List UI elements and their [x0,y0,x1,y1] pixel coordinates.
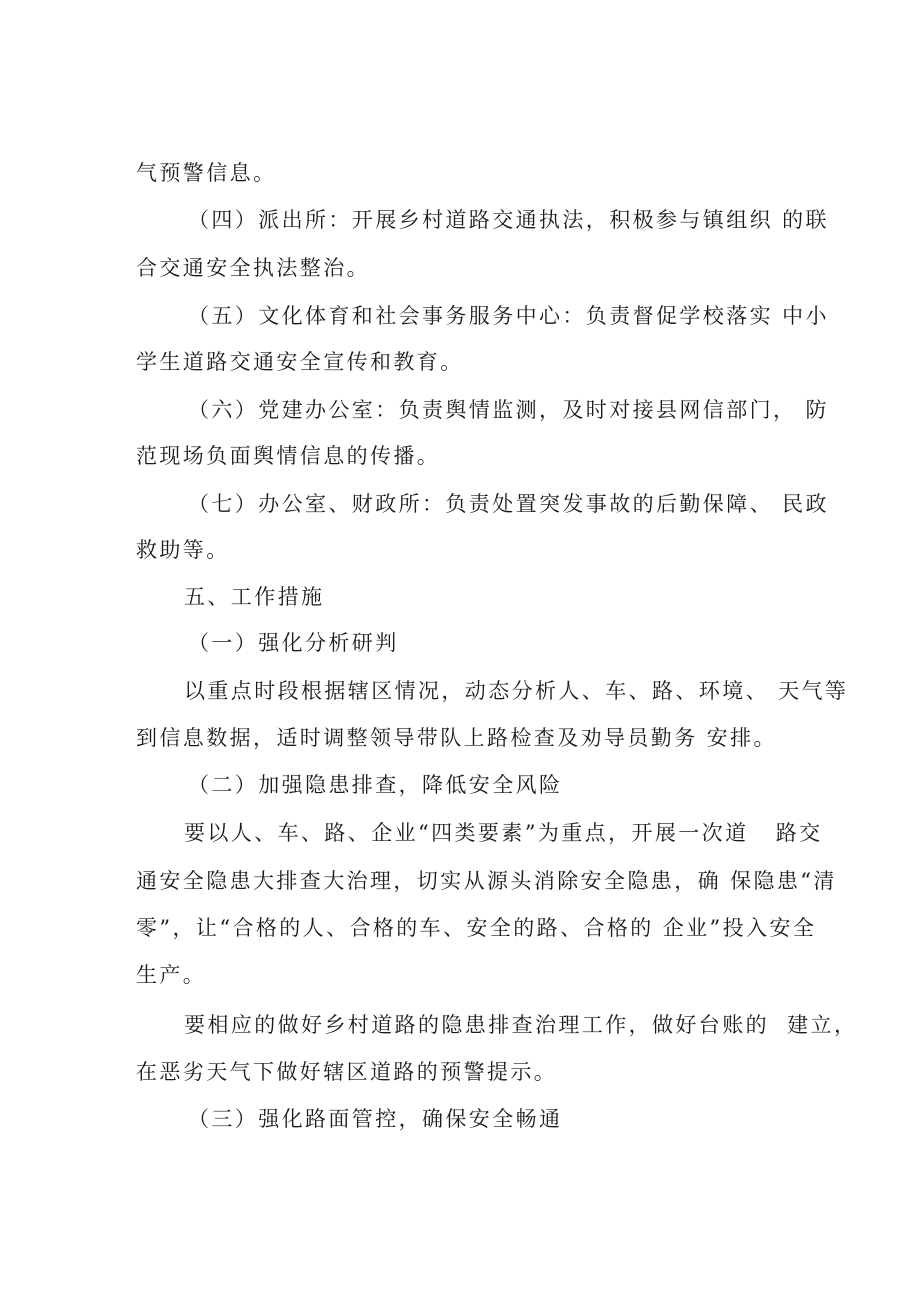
subsection-heading: （三）强化路面管控，确保安全畅通 [188,1107,563,1131]
text-line: 生产。 [136,963,207,987]
text-line: 以重点时段根据辖区情况，动态分析人、车、路、环境、 天气等 [184,679,849,703]
text-line: （四）派出所：开展乡村道路交通执法，积极参与镇组织 的联 [188,208,829,232]
text-line: 到信息数据，适时调整领导带队上路检查及劝导员勤务 安排。 [136,726,777,750]
text-line: 气预警信息。 [136,161,277,185]
subsection-heading: （二）加强隐患排查，降低安全风险 [188,773,563,797]
section-heading: 五、工作措施 [184,585,325,609]
text-line: （六）党建办公室：负责舆情监测，及时对接县网信部门， 防 [188,398,829,422]
text-line: （七）办公室、财政所：负责处置突发事故的后勤保障、 民政 [188,492,829,516]
text-line: 通安全隐患大排查大治理，切实从源头消除安全隐患，确 保隐患“清 [136,869,837,893]
text-line: （五）文化体育和社会事务服务中心：负责督促学校落实 中小 [188,304,829,328]
text-line: 零”，让“合格的人、合格的车、安全的路、合格的 企业”投入安全 [136,916,817,940]
text-line: 范现场负面舆情信息的传播。 [136,444,441,468]
text-line: 学生道路交通安全宣传和教育。 [136,350,464,374]
subsection-heading: （一）强化分析研判 [188,631,399,655]
text-line: 要以人、车、路、企业“四类要素”为重点，开展一次道 路交 [184,821,823,845]
text-line: 救助等。 [136,538,230,562]
text-line: 合交通安全执法整治。 [136,256,370,280]
text-line: 在恶劣天气下做好辖区道路的预警提示。 [136,1060,558,1084]
text-line: 要相应的做好乡村道路的隐患排查治理工作，做好台账的 建立， [184,1013,858,1037]
